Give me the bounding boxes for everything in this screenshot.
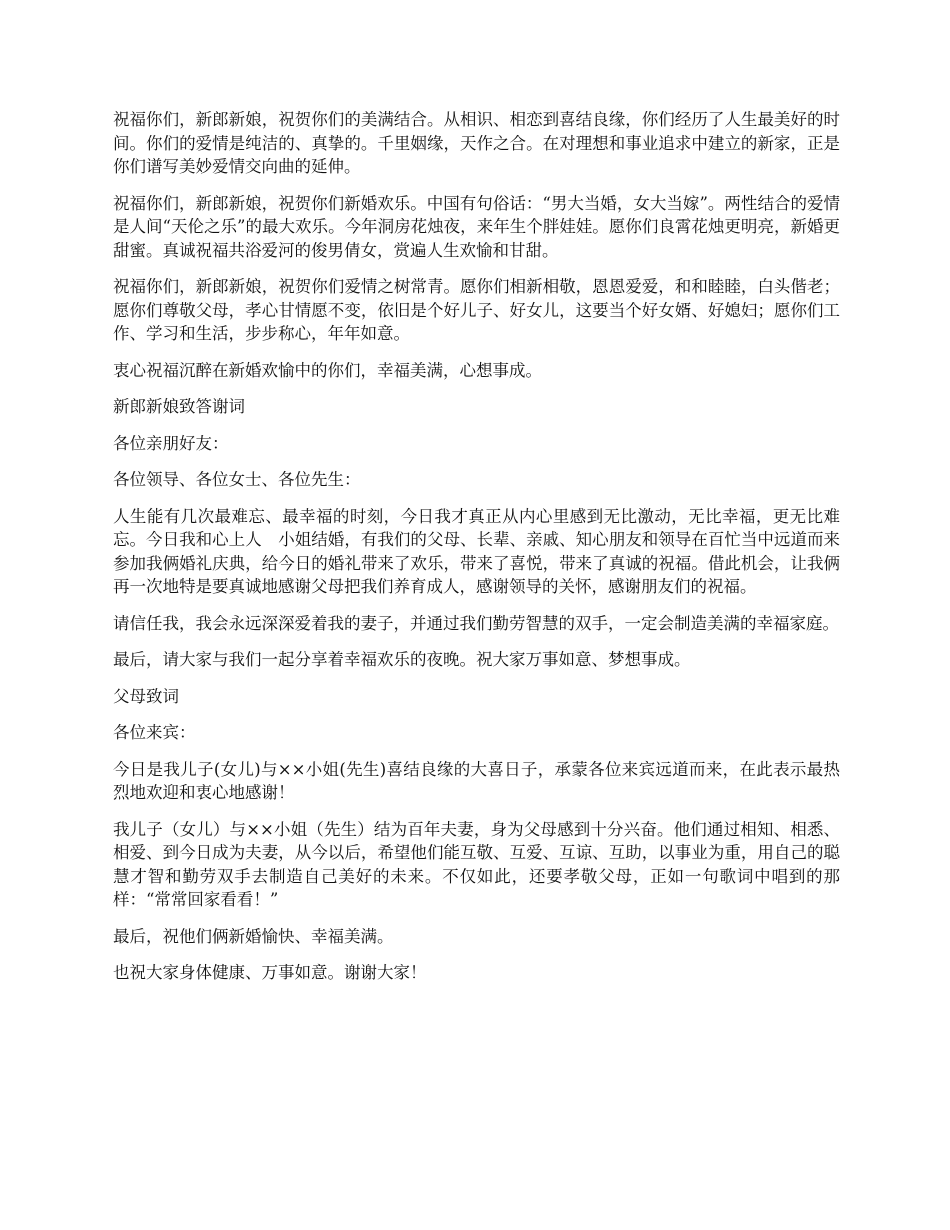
thanks-paragraph-3: 最后，请大家与我们一起分享着幸福欢乐的夜晚。祝大家万事如意、梦想事成。 bbox=[113, 650, 691, 669]
parents-paragraph-3: 最后，祝他们俩新婚愉快、幸福美满。 bbox=[113, 926, 394, 946]
blessing-paragraph-2: 祝福你们，新郎新娘，祝贺你们新婚欢乐。中国有句俗话：“男大当婚，女大当嫁”。两性结合的爱情是人间“天伦之乐”的最大欢乐。今年洞房花烛夜，来年生个胖娃娃。愿你们良霄花烛更明亮，新婚更甜蜜。真诚祝福共浴爱河的俊男倩女，赏遍人生欢愉和甘甜。 bbox=[113, 193, 840, 260]
document-body bbox=[113, 108, 840, 998]
section-heading-parents-speech: 父母致词 bbox=[113, 686, 179, 706]
thanks-paragraph-2: 请信任我，我会永远深深爱着我的妻子，并通过我们勤劳智慧的双手，一定会制造美满的幸福家庭。 bbox=[113, 613, 839, 633]
parents-paragraph-4: 也祝大家身体健康、万事如意。谢谢大家！ bbox=[113, 963, 427, 982]
salutation-guests: 各位来宾： bbox=[113, 723, 196, 742]
parents-paragraph-1: 今日是我儿子(女儿)与××小姐(先生)喜结良缘的大喜日子，承蒙各位来宾远道而来，在此表示最热烈地欢迎和衷心地感谢！ bbox=[113, 759, 840, 802]
section-heading-couple-thanks: 新郎新娘致答谢词 bbox=[113, 397, 245, 416]
parents-paragraph-2: 我儿子（女儿）与××小姐（先生）结为百年夫妻，身为父母感到十分兴奋。他们通过相知、相悉、相爱、到今日成为夫妻，从今以后，希望他们能互敬、互爱、互谅、互助，以事业为重，用自己的聪慧才智和勤劳双手去制造自己美好的未来。不仅如此，还要孝敬父母，正如一句歌词中唱到的那样：“常常回家看看！” bbox=[113, 819, 840, 909]
thanks-paragraph-1: 人生能有几次最难忘、最幸福的时刻，今日我才真正从内心里感到无比激动，无比幸福，更无比难忘。今日我和心上人 小姐结婚，有我们的父母、长辈、亲戚、知心朋友和领导在百忙当中远道而来参加我俩婚礼庆典，给今日的婚礼带来了欢乐，带来了喜悦，带来了真诚的祝福。借此机会，让我俩再一次地特是要真诚地感谢父母把我们养育成人，感谢领导的关怀，感谢朋友们的祝福。 bbox=[113, 506, 840, 596]
salutation-leaders: 各位领导、各位女士、各位先生： bbox=[113, 470, 361, 489]
blessing-paragraph-4: 衷心祝福沉醉在新婚欢愉中的你们，幸福美满，心想事成。 bbox=[113, 360, 542, 380]
salutation-friends: 各位亲朋好友： bbox=[113, 433, 229, 453]
blessing-paragraph-3: 祝福你们，新郎新娘，祝贺你们爱情之树常青。愿你们相新相敬，恩恩爱爱，和和睦睦，白头偕老；愿你们尊敬父母，孝心甘情愿不变，依旧是个好儿子、好女儿，这要当个好女婿、好媳妇；愿你们工作、学习和生活，步步称心，年年如意。 bbox=[113, 277, 840, 343]
blessing-paragraph-1: 祝福你们，新郎新娘，祝贺你们的美满结合。从相识、相恋到喜结良缘，你们经历了人生最美好的时间。你们的爱情是纯洁的、真挚的。千里姻缘，天作之合。在对理想和事业追求中建立的新家，正是你们谱写美妙爱情交向曲的延伸。 bbox=[113, 110, 840, 176]
